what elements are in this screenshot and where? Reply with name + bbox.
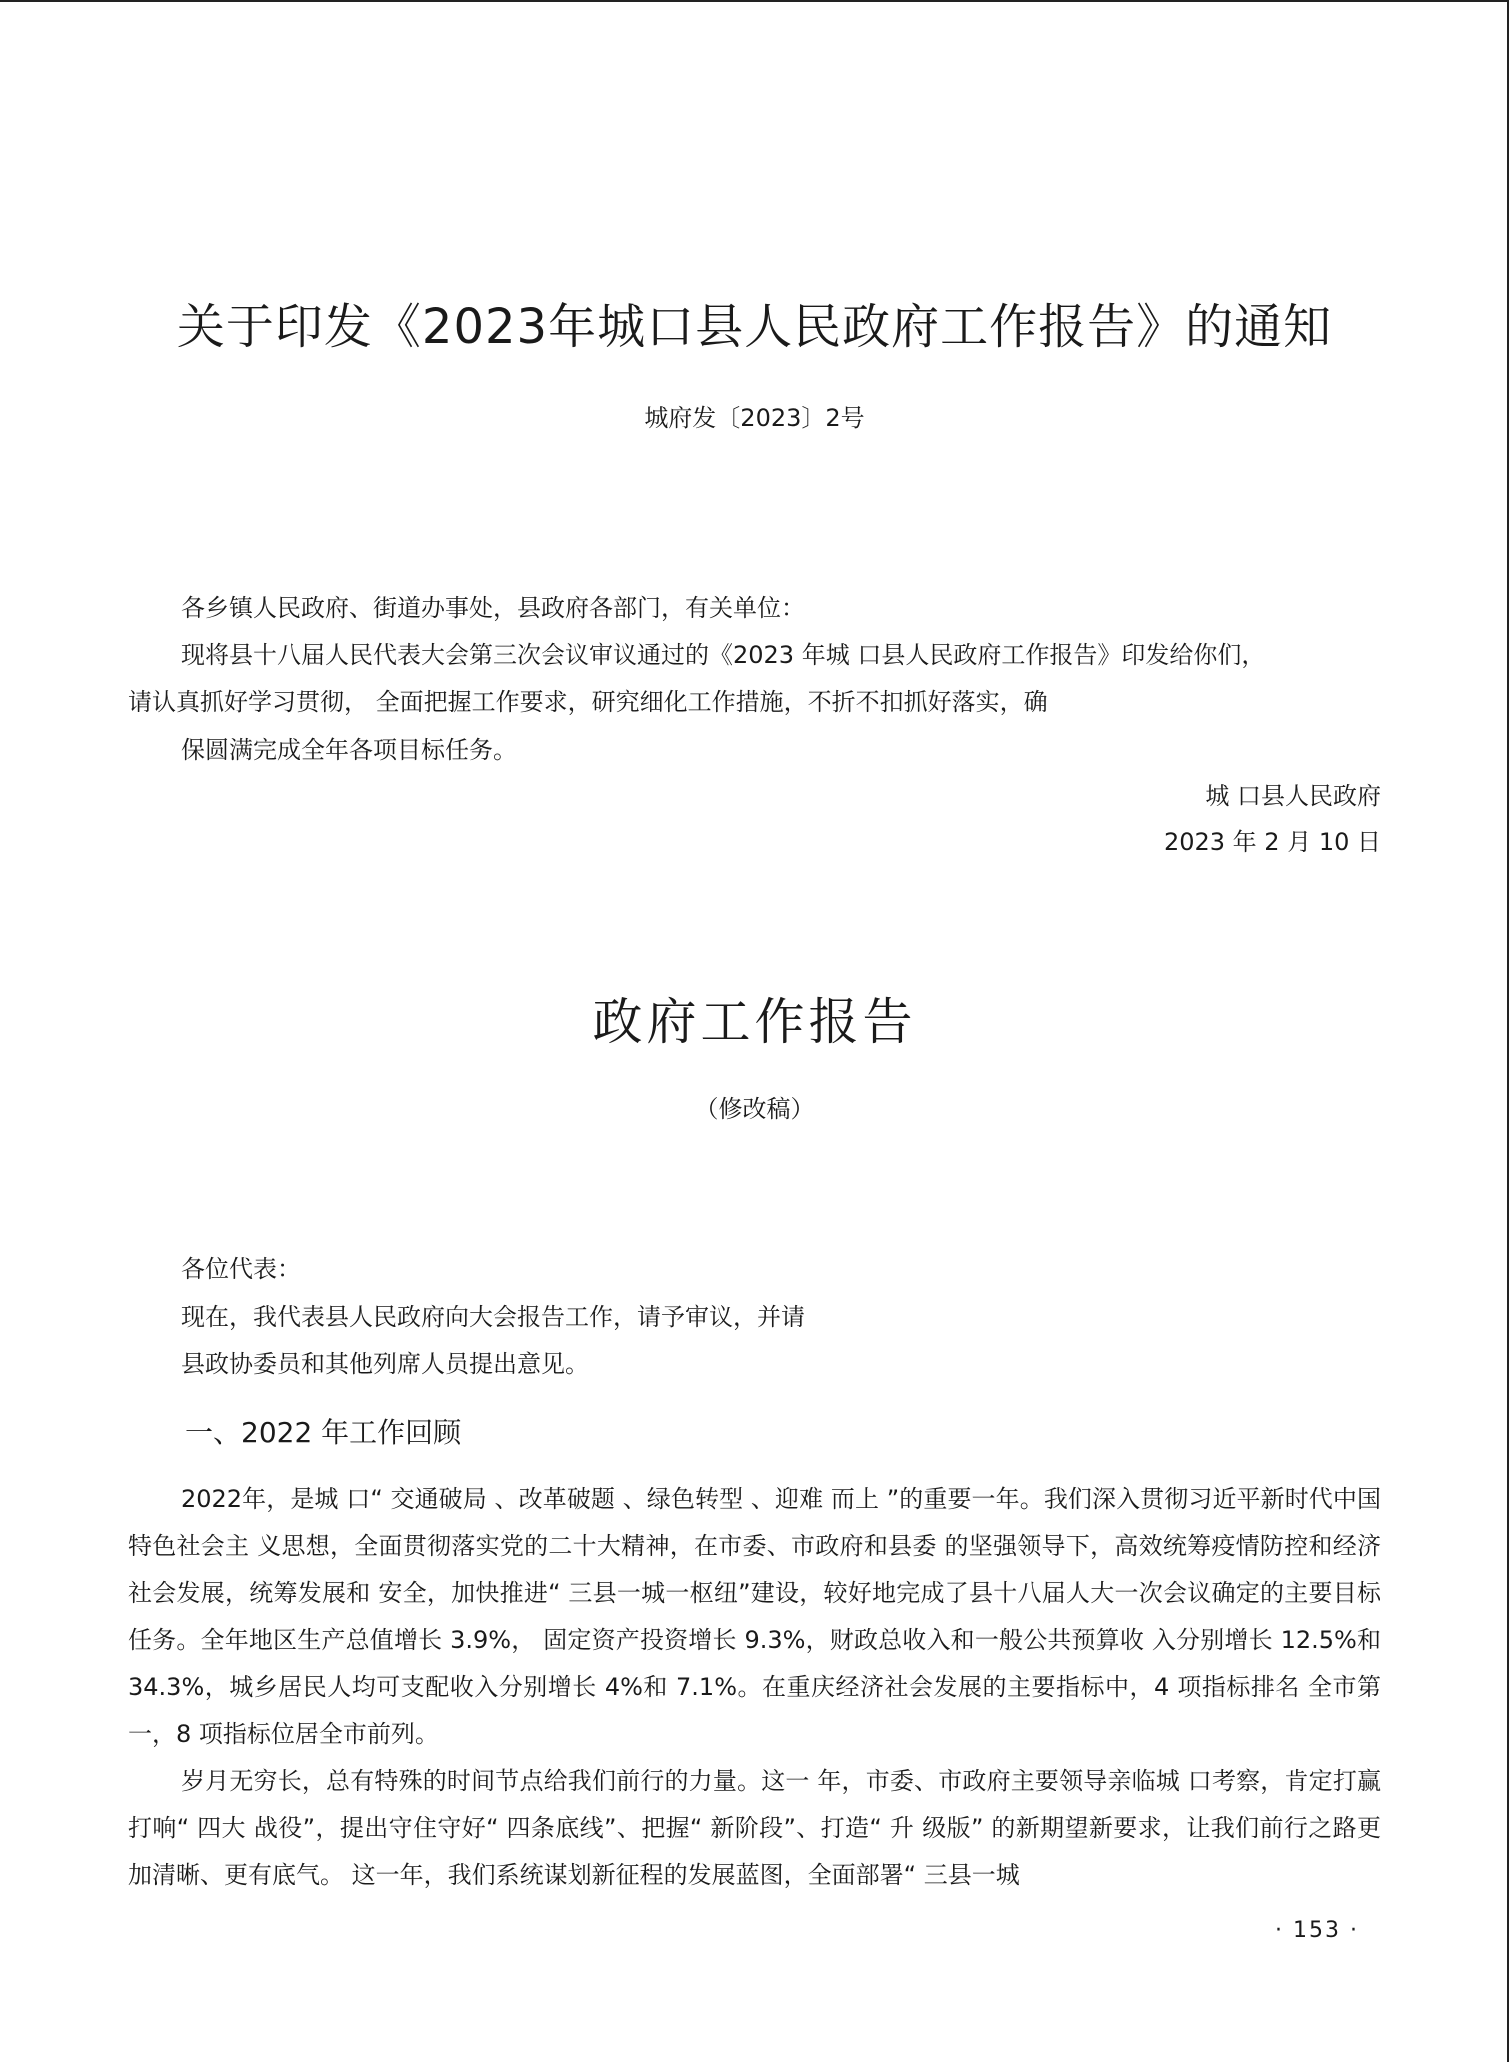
report-title: 政府工作报告	[592, 993, 917, 1051]
notice-body-line: 请认真抓好学习贯彻， 全面把握工作要求，研究细化工作措施，不折不扣抓好落实，确	[128, 688, 1048, 716]
issuer-signature: 城 口县人民政府	[1205, 782, 1381, 810]
section-heading: 一、2022 年工作回顾	[185, 1416, 462, 1449]
notice-body-line: 现将县十八届人民代表大会第三次会议审议通过的《2023 年城 口县人民政府工作报告》印发给你们，	[181, 641, 1266, 669]
page-number: · 153 ·	[1275, 1918, 1359, 1943]
document-number: 城府发〔2023〕2号	[644, 404, 865, 432]
report-body	[128, 1476, 1381, 1899]
page-border-top	[0, 0, 1509, 2]
report-intro-line: 现在，我代表县人民政府向大会报告工作，请予审议，并请	[181, 1303, 805, 1331]
body-paragraph: 岁月无穷长，总有特殊的时间节点给我们前行的力量。这一 年，市委、市政府主要领导亲临城 口考察，肯定打赢打响“ 四大 战役”，提出守住守好“ 四条底线”、把握“ 新阶段”、打造“ 升 级版” 的新期望新要求，让我们前行之路更加清晰、更有底气。 这一年，我们系统谋划新征程的发展蓝图，全面部署“ 三县一城	[128, 1767, 1381, 1889]
notice-salutation: 各乡镇人民政府、街道办事处，县政府各部门，有关单位：	[181, 594, 805, 622]
issue-date: 2023 年 2 月 10 日	[1163, 828, 1381, 856]
notice-body-line: 保圆满完成全年各项目标任务。	[181, 736, 517, 764]
body-paragraph: 2022年，是城 口“ 交通破局 、改革破题 、绿色转型 、迎难 而上 ”的重要一年。我们深入贯彻习近平新时代中国特色社会主 义思想，全面贯彻落实党的二十大精神，在市委、市政府和县委 的坚强领导下，高效统筹疫情防控和经济社会发展，统筹发展和 安全，加快推进“ 三县一城一枢纽”建设，较好地完成了县十八届人大一次会议确定的主要目标任务。全年地区生产总值增长 3.9%， 固定资产投资增长 9.3%，财政总收入和一般公共预算收 入分别增长 12.5%和 34.3%，城乡居民人均可支配收入分别增长 4%和 7.1%。在重庆经济社会发展的主要指标中，4 项指标排名 全市第一，8 项指标位居全市前列。	[128, 1485, 1381, 1748]
report-subtitle: （修改稿）	[694, 1095, 815, 1123]
report-intro-line: 县政协委员和其他列席人员提出意见。	[181, 1350, 589, 1378]
notice-title: 关于印发《2023年城口县人民政府工作报告》的通知	[176, 299, 1333, 355]
report-greeting: 各位代表：	[181, 1255, 301, 1283]
